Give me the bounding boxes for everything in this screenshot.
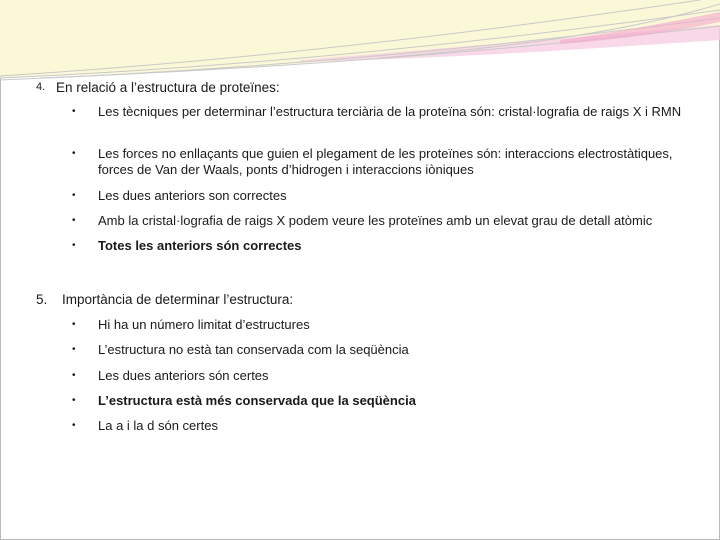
answer-option-text: Amb la cristal·lografia de raigs X podem veure les proteïnes amb un elevat grau de detall atòmic (98, 213, 653, 228)
bullet-icon: • (72, 395, 76, 406)
answer-option-text: La a i la d són certes (98, 418, 218, 433)
bullet-icon: • (72, 344, 76, 355)
answer-option-text: Les tècniques per determinar l’estructura terciària de la proteïna són: cristal·lografia de raigs X i RMN (98, 104, 682, 119)
bullet-icon: • (72, 106, 76, 117)
answer-option-text: Les dues anteriors són certes (98, 368, 269, 383)
bullet-icon: • (72, 319, 76, 330)
question-number: 5. (36, 292, 48, 307)
bullet-icon: • (72, 190, 76, 201)
question-title: En relació a l’estructura de proteïnes: (56, 80, 280, 95)
bullet-icon: • (72, 240, 76, 251)
answer-option-text: Les forces no enllaçants que guien el plegament de les proteïnes són: interaccions electrostàtiques, forces de Van der Waals, ponts d’hidrogen i interaccions iòniques (98, 146, 673, 177)
bullet-icon: • (72, 370, 76, 381)
answer-option-text: Les dues anteriors son correctes (98, 188, 287, 203)
question-title: Importància de determinar l’estructura: (62, 292, 294, 307)
answer-option-text: Hi ha un número limitat d’estructures (98, 317, 310, 332)
bullet-icon: • (72, 215, 76, 226)
answer-option-text: Totes les anteriors són correctes (98, 238, 302, 253)
answer-option-text: L’estructura està més conservada que la seqüència (98, 393, 416, 408)
answer-option-text: L’estructura no està tan conservada com la seqüència (98, 342, 409, 357)
question-number: 4. (36, 81, 46, 93)
bullet-icon: • (72, 148, 76, 159)
bullet-icon: • (72, 420, 76, 431)
